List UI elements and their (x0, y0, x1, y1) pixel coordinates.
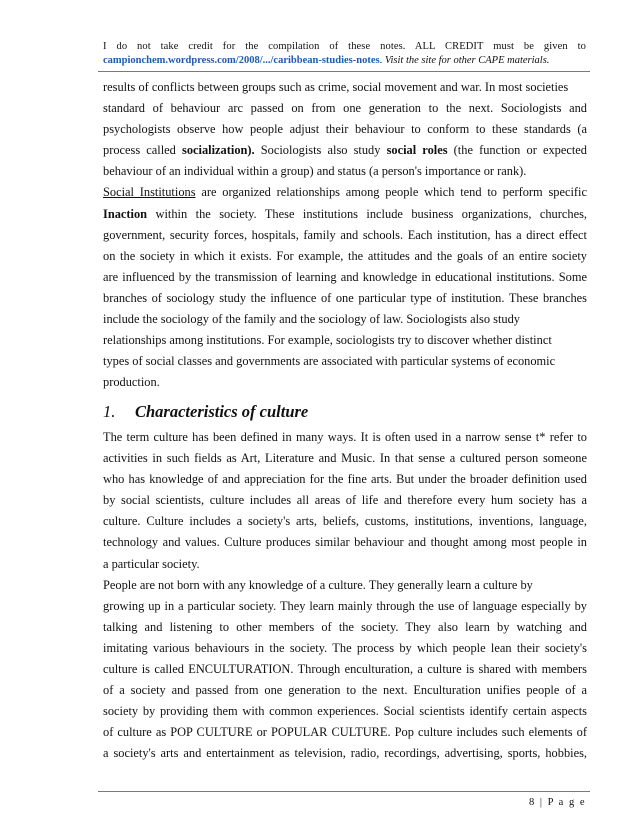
text-line: are influenced by the transmission of learning and knowledge in educational institutions. Some (103, 269, 587, 284)
text-line: types of social classes and governments are associated with particular systems of economic (103, 354, 556, 369)
page-number: 8 | P a g e (529, 797, 586, 808)
paragraph-culture (103, 427, 587, 765)
term-inaction: Inaction (103, 206, 148, 221)
text-line: on the society in which it exists. For example, the attitudes and the goals of an entire society (103, 248, 587, 263)
text-line: Inaction within the society. These institutions include business organizations, churches, (103, 206, 587, 221)
text-line: Social Institutions are organized relationships among people which tend to perform specific (103, 185, 587, 200)
text-line: standard of behaviour arc passed on from one generation to the next. Sociologists and (103, 101, 587, 116)
text-line: imitating various behaviours in the society. The process by which people lean their society's (103, 640, 587, 655)
paragraph-society (103, 77, 587, 393)
term-social-roles: social roles (386, 143, 448, 158)
text-line: activities in such fields as Art, Literature and Music. In that sense a cultured person someone (103, 451, 587, 466)
text-line: psychologists observe how people adjust their behaviour to conform to these standards (a (103, 122, 587, 137)
section-title: Characteristics of culture (135, 402, 309, 421)
text-line: culture is called ENCULTURATION. Through enculturation, a culture is shared with members (103, 662, 587, 677)
term-socialization: socialization). (182, 143, 255, 158)
text-line: results of conflicts between groups such as crime, social movement and war. In most societies (103, 80, 569, 94)
visit-note: Visit the site for other CAPE materials. (384, 55, 550, 66)
section-number: 1. (103, 402, 116, 421)
credit-disclaimer: I do not take credit for the compilation of these notes. ALL CREDIT must be given to (103, 41, 586, 52)
text-line: of a society and passed from one generation to the next. Enculturation unifies people of a (103, 683, 587, 698)
text-line: People are not born with any knowledge of a culture. They generally learn a culture by (103, 577, 533, 592)
text-line: a particular society. (103, 556, 200, 571)
text-line: government, security forces, hospitals, family and schools. Each institution, has a direct effect (103, 227, 587, 242)
text-line: branches of sociology study the influence of one particular type of institution. These branches (103, 290, 587, 305)
text-line: technology and values. Culture produces similar behaviour and thought among most people in (103, 535, 587, 550)
credit-source-line: campionchem.wordpress.com/2008/.../caribbean-studies-notes. Visit the site for other CAPE materials. (103, 55, 550, 66)
text-line: culture. Culture includes a society's arts, beliefs, customs, institutions, inventions, language, (103, 514, 587, 529)
text-line: production. (103, 375, 160, 390)
footer-divider (98, 791, 590, 792)
text-line: of culture as POP CULTURE or POPULAR CULTURE. Pop culture includes such elements of (103, 725, 587, 740)
page-header (103, 40, 586, 68)
section-heading (103, 402, 308, 422)
term-social-institutions: Social Institutions (103, 185, 196, 200)
text-line: relationships among institutions. For example, sociologists try to discover whether distinct (103, 333, 552, 348)
text-line: who has knowledge of and appreciation for the fine arts. But under the broader definition used (103, 472, 587, 487)
text-line: a society's arts and entertainment as television, radio, recordings, advertising, sports, hobbies, (103, 746, 587, 761)
source-link[interactable]: campionchem.wordpress.com/2008/.../caribbean-studies-notes (103, 55, 380, 66)
text-line: by social scientists, culture includes all areas of life and therefore every hum society has a (103, 493, 587, 508)
header-divider (98, 71, 590, 72)
text-line: include the sociology of the family and the sociology of law. Sociologists also study (103, 312, 520, 327)
text-line: society by providing them with common experiences. Social scientists identify certain aspects (103, 704, 587, 719)
text-line: process called socialization). Sociologists also study social roles (the function or expected (103, 143, 587, 158)
text-line: The term culture has been defined in many ways. It is often used in a narrow sense t* refer to (103, 430, 587, 444)
text-line: talking and listening to other members of the society. They also learn by watching and (103, 619, 587, 634)
text-line: growing up in a particular society. They learn mainly through the use of language especially by (103, 598, 587, 613)
text-line: behaviour of an individual within a group) and status (a person's importance or rank). (103, 164, 527, 179)
